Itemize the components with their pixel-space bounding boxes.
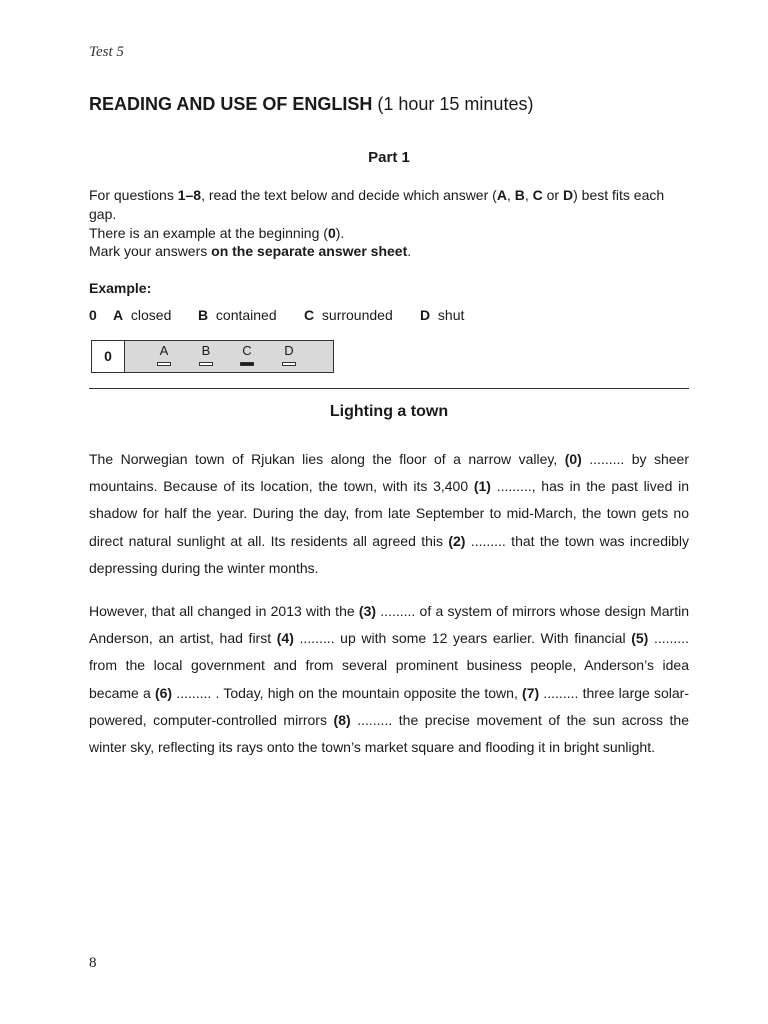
gap-0: (0) <box>564 451 582 467</box>
answer-mark-d <box>282 362 296 366</box>
instr-text: For questions <box>89 187 178 203</box>
gap-4: (4) <box>276 630 294 647</box>
answer-mark-b <box>199 362 213 366</box>
instr-text: ). <box>335 225 345 241</box>
gap-6: (6) <box>154 684 173 701</box>
paragraph-2: However, that all changed in 2013 with the (3) ......... of a system of mirrors whose design Martin Anderson, an artist, had first (4) ......... up with some 12 years earlier. With financial (5) ......... from the local government and from several prominent business people, Anderson’s idea became a (6) ......... . Today, high on the mountain opposite the town, (7) ......... three large solar-powered, computer-controlled mirrors (8) ......... the precise movement of the sun across the winter sky, reflecting its rays onto the town’s market square and flooding it in bright sunlight. <box>89 603 690 756</box>
instructions <box>89 186 689 243</box>
mark-instruction <box>89 242 689 261</box>
example-number: 0 <box>89 307 97 323</box>
example-label: Example: <box>89 280 152 296</box>
gap-5: (5) <box>631 630 649 647</box>
instr-text: Mark your answers <box>89 243 212 259</box>
example-option-d: D shut <box>420 307 465 323</box>
instr-text: , read the text below and decide which answer ( <box>201 187 497 203</box>
instr-text: ) best fits each gap. <box>89 187 665 222</box>
section-divider <box>89 388 689 389</box>
instr-range: 1–8 <box>177 187 202 203</box>
page-number: 8 <box>89 955 97 971</box>
answer-option-a: A <box>154 343 174 366</box>
instr-example-number: 0 <box>327 225 336 241</box>
instr-option: B <box>514 187 525 203</box>
section-title-main: READING AND USE OF ENGLISH <box>89 94 373 114</box>
gap-3: (3) <box>358 603 377 619</box>
example-option-a: A closed <box>113 307 172 323</box>
instr-text: , <box>506 187 515 203</box>
answer-box-number: 0 <box>92 341 125 372</box>
part-title: Part 1 <box>368 149 410 166</box>
example-answer-box <box>91 340 334 373</box>
section-title <box>89 94 533 115</box>
gap-2: (2) <box>448 532 466 549</box>
instr-emphasis: on the separate answer sheet <box>211 243 408 259</box>
gap-8: (8) <box>333 711 351 728</box>
instr-option: D <box>562 187 574 203</box>
instr-text: , <box>524 187 533 203</box>
running-head: Test 5 <box>89 44 124 60</box>
example-option-c: C surrounded <box>304 307 393 323</box>
exam-page <box>89 0 689 1024</box>
answer-mark-c <box>240 362 254 366</box>
instr-option: A <box>496 187 507 203</box>
example-option-b: B contained <box>198 307 277 323</box>
instr-text: or <box>542 187 563 203</box>
instr-text: . <box>407 243 412 259</box>
section-duration: (1 hour 15 minutes) <box>377 94 534 114</box>
instr-text: There is an example at the beginning ( <box>89 225 328 241</box>
text-title: Lighting a town <box>329 403 449 420</box>
answer-option-c: C <box>237 343 257 366</box>
paragraph-1: The Norwegian town of Rjukan lies along the floor of a narrow valley, (0) ......... by sheer mountains. Because of its location, the town, with its 3,400 (1) ........., has in the past lived in shadow for half the year. During the day, from late September to mid-March, the town gets no direct natural sunlight at all. Its residents all agreed this (2) ......... that the town was incredibly depressing during the winter months. <box>89 451 689 576</box>
answer-option-b: B <box>196 343 216 366</box>
answer-option-d: D <box>279 343 299 366</box>
gap-1: (1) <box>473 478 491 495</box>
instr-option: C <box>532 187 543 203</box>
answer-mark-a <box>157 362 171 366</box>
gap-7: (7) <box>522 684 540 701</box>
